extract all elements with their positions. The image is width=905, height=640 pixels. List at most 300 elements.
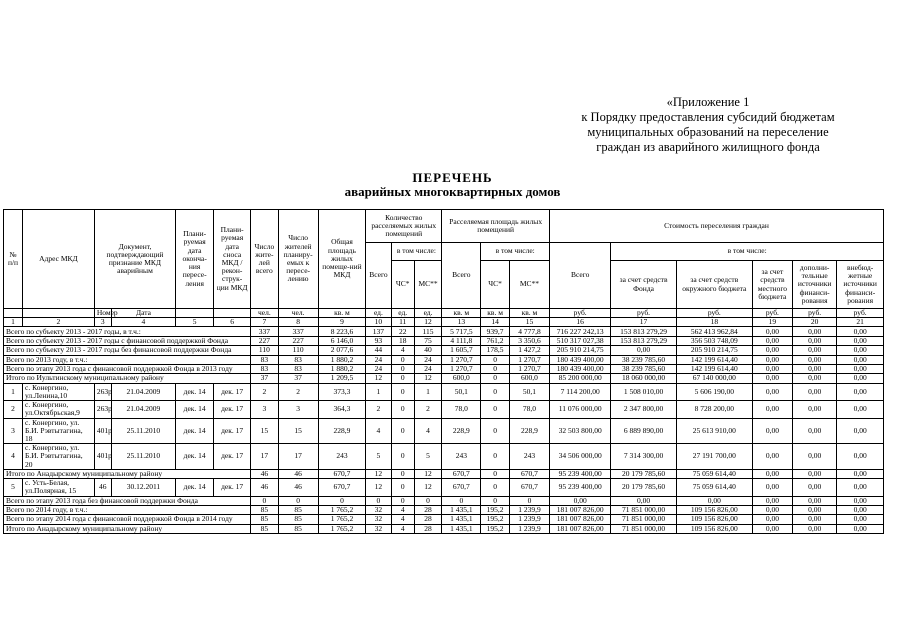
value-cell: 0,00 (752, 469, 792, 478)
value-cell: 227 (278, 336, 318, 345)
document-number: 263р (94, 401, 111, 418)
document-subtitle: аварийных многоквартирных домов (344, 184, 561, 199)
value-cell: 0 (391, 383, 414, 400)
value-cell: 75 059 614,40 (676, 469, 752, 478)
column-number: 2 (23, 318, 95, 327)
header-cost-extrabudget: внебюд-жетные источники финанси-рования (837, 261, 884, 309)
value-cell: 1 (414, 383, 441, 400)
value-cell: 46 (278, 479, 318, 496)
summary-label: Всего по этапу 2013 года без финансовой поддержки Фонда (4, 496, 251, 505)
header-area-private: ЧС* (481, 261, 510, 309)
value-cell: 44 (366, 346, 391, 355)
houses-table (3, 209, 884, 534)
column-number: 8 (278, 318, 318, 327)
value-cell: 0,00 (752, 327, 792, 336)
value-cell: 17 (278, 444, 318, 470)
value-cell: 670,7 (442, 479, 481, 496)
summary-label: Итого по Иультинскому муниципальному району (4, 374, 251, 383)
value-cell: 373,3 (318, 383, 366, 400)
summary-row (4, 355, 884, 364)
value-cell: 2 077,6 (318, 346, 366, 355)
document-number: 401р (94, 444, 111, 470)
column-number: 19 (752, 318, 792, 327)
document-number: 46 (94, 479, 111, 496)
value-cell: 0,00 (837, 505, 884, 514)
value-cell: 0 (481, 496, 510, 505)
value-cell: 0 (509, 496, 549, 505)
value-cell: 142 199 614,40 (676, 355, 752, 364)
value-cell: 181 007 826,00 (550, 524, 611, 533)
summary-row (4, 469, 884, 478)
value-cell: 0,00 (676, 496, 752, 505)
value-cell: 5 (414, 444, 441, 470)
value-cell: 1 765,2 (318, 524, 366, 533)
house-address: с. Усть-Белая, ул.Полярная, 15 (23, 479, 95, 496)
unit-cell: кв. м (509, 309, 549, 318)
value-cell: 205 910 214,75 (676, 346, 752, 355)
column-number: 5 (176, 318, 214, 327)
value-cell: 510 317 027,38 (550, 336, 611, 345)
value-cell: 24 (414, 355, 441, 364)
value-cell: 228,9 (318, 418, 366, 444)
unit-cell: кв. м (442, 309, 481, 318)
value-cell: 0,00 (752, 444, 792, 470)
summary-row (4, 524, 884, 533)
column-number: 16 (550, 318, 611, 327)
value-cell: 17 (251, 444, 278, 470)
summary-row (4, 496, 884, 505)
value-cell: 11 076 000,00 (550, 401, 611, 418)
summary-label: Всего по этапу 2013 года с финансовой поддержкой Фонда в 2013 году (4, 364, 251, 373)
value-cell: 0 (481, 418, 510, 444)
value-cell: 8 223,6 (318, 327, 366, 336)
value-cell: 0 (391, 444, 414, 470)
document-title: ПЕРЕЧЕНЬ (412, 170, 493, 185)
document-date: 25.11.2010 (111, 444, 175, 470)
value-cell: 85 (251, 524, 278, 533)
value-cell: 37 (251, 374, 278, 383)
value-cell: 0,00 (837, 479, 884, 496)
value-cell: 85 (278, 524, 318, 533)
value-cell: 4 111,8 (442, 336, 481, 345)
summary-row (4, 364, 884, 373)
value-cell: 1 270,7 (442, 355, 481, 364)
value-cell: 46 (278, 469, 318, 478)
value-cell: 4 (391, 524, 414, 533)
row-number: 3 (4, 418, 23, 444)
column-number: 11 (391, 318, 414, 327)
planned-end-date: дек. 14 (176, 383, 214, 400)
value-cell: 1 239,9 (509, 505, 549, 514)
value-cell: 0 (414, 496, 441, 505)
planned-end-date: дек. 14 (176, 401, 214, 418)
value-cell: 12 (366, 374, 391, 383)
unit-cell: чел. (251, 309, 278, 318)
value-cell: 83 (278, 364, 318, 373)
summary-row (4, 346, 884, 355)
house-row (4, 383, 884, 400)
column-number: 7 (251, 318, 278, 327)
value-cell: 83 (251, 364, 278, 373)
header-premises: Количество расселяемых жилых помещений (366, 210, 442, 243)
value-cell: 3 (278, 401, 318, 418)
value-cell: 0,00 (792, 505, 836, 514)
value-cell: 1 765,2 (318, 505, 366, 514)
value-cell: 28 (414, 505, 441, 514)
value-cell: 364,3 (318, 401, 366, 418)
value-cell: 93 (366, 336, 391, 345)
value-cell: 38 239 785,60 (611, 355, 676, 364)
value-cell: 4 (391, 515, 414, 524)
summary-label: Всего по субъекту 2013 - 2017 годы без финансовой поддержки Фонда (4, 346, 251, 355)
summary-label: Итого по Анадырскому муниципальному району (4, 469, 251, 478)
value-cell: 1 239,9 (509, 515, 549, 524)
house-address: с. Конергино, ул. Б.И. Рэвтытагина, 20 (23, 444, 95, 470)
value-cell: 0 (481, 364, 510, 373)
house-row (4, 418, 884, 444)
value-cell: 3 (251, 401, 278, 418)
value-cell: 24 (366, 364, 391, 373)
value-cell: 0 (481, 355, 510, 364)
value-cell: 12 (414, 469, 441, 478)
value-cell: 0 (251, 496, 278, 505)
unit-cell: кв. м (481, 309, 510, 318)
value-cell: 0,00 (837, 327, 884, 336)
value-cell: 180 439 400,00 (550, 355, 611, 364)
header-address: Адрес МКД (23, 210, 95, 309)
value-cell: 0,00 (837, 401, 884, 418)
value-cell: 24 (414, 364, 441, 373)
summary-label: Всего по субъекту 2013 - 2017 годы, в т.ч.: (4, 327, 251, 336)
header-residents-total: Число жите-лей всего (251, 210, 278, 309)
column-number: 18 (676, 318, 752, 327)
value-cell: 0,00 (752, 496, 792, 505)
value-cell: 716 227 242,13 (550, 327, 611, 336)
value-cell: 1 765,2 (318, 515, 366, 524)
value-cell: 1 435,1 (442, 505, 481, 514)
unit-cell: руб. (792, 309, 836, 318)
value-cell: 1 239,9 (509, 524, 549, 533)
value-cell: 0,00 (752, 364, 792, 373)
value-cell: 0,00 (792, 479, 836, 496)
units-row (4, 309, 884, 318)
summary-row (4, 505, 884, 514)
value-cell: 0 (481, 444, 510, 470)
value-cell: 5 717,5 (442, 327, 481, 336)
column-number: 21 (837, 318, 884, 327)
value-cell: 2 (366, 401, 391, 418)
value-cell: 1 270,7 (509, 355, 549, 364)
value-cell: 18 060 000,00 (611, 374, 676, 383)
value-cell: 2 347 800,00 (611, 401, 676, 418)
value-cell: 7 314 300,00 (611, 444, 676, 470)
value-cell: 12 (414, 374, 441, 383)
value-cell: 0,00 (792, 444, 836, 470)
value-cell: 0,00 (837, 336, 884, 345)
value-cell: 2 (414, 401, 441, 418)
value-cell: 670,7 (442, 469, 481, 478)
document-number: 263р (94, 383, 111, 400)
value-cell: 71 851 000,00 (611, 505, 676, 514)
header-cost-total: Всего (550, 243, 611, 309)
value-cell: 6 146,0 (318, 336, 366, 345)
planned-demolition-date: дек. 17 (214, 383, 251, 400)
value-cell: 71 851 000,00 (611, 524, 676, 533)
value-cell: 95 239 400,00 (550, 469, 611, 478)
value-cell: 12 (366, 479, 391, 496)
value-cell: 34 506 000,00 (550, 444, 611, 470)
unit-cell: ед. (414, 309, 441, 318)
value-cell: 0,00 (550, 496, 611, 505)
value-cell: 40 (414, 346, 441, 355)
planned-end-date: дек. 14 (176, 418, 214, 444)
value-cell: 32 (366, 515, 391, 524)
value-cell: 1 270,7 (509, 364, 549, 373)
value-cell: 1 427,2 (509, 346, 549, 355)
value-cell: 0,00 (792, 524, 836, 533)
doc-number-header: Номер (94, 309, 111, 318)
value-cell: 0 (391, 364, 414, 373)
value-cell: 205 910 214,75 (550, 346, 611, 355)
value-cell: 85 (251, 505, 278, 514)
value-cell: 6 889 890,00 (611, 418, 676, 444)
value-cell: 32 (366, 524, 391, 533)
value-cell: 1 435,1 (442, 524, 481, 533)
header-premises-municipal: МС** (414, 261, 441, 309)
value-cell: 0,00 (792, 346, 836, 355)
value-cell: 1 270,7 (442, 364, 481, 373)
value-cell: 15 (251, 418, 278, 444)
value-cell: 228,9 (442, 418, 481, 444)
column-number: 9 (318, 318, 366, 327)
value-cell: 670,7 (509, 469, 549, 478)
value-cell: 356 503 748,09 (676, 336, 752, 345)
value-cell: 46 (251, 469, 278, 478)
value-cell: 195,2 (481, 505, 510, 514)
value-cell: 0,00 (792, 383, 836, 400)
value-cell: 38 239 785,60 (611, 364, 676, 373)
value-cell: 0,00 (837, 515, 884, 524)
unit-cell: чел. (278, 309, 318, 318)
value-cell: 0,00 (752, 505, 792, 514)
value-cell: 562 413 962,84 (676, 327, 752, 336)
value-cell: 1 435,1 (442, 515, 481, 524)
summary-label: Всего по 2014 году, в т.ч.: (4, 505, 251, 514)
header-premises-private: ЧС* (391, 261, 414, 309)
value-cell: 0,00 (752, 346, 792, 355)
summary-label: Итого по Анадырскому муниципальному району (4, 524, 251, 533)
value-cell: 0 (391, 496, 414, 505)
column-number: 15 (509, 318, 549, 327)
value-cell: 28 (414, 515, 441, 524)
value-cell: 95 239 400,00 (550, 479, 611, 496)
value-cell: 1 209,5 (318, 374, 366, 383)
value-cell: 243 (442, 444, 481, 470)
value-cell: 37 (278, 374, 318, 383)
value-cell: 670,7 (318, 469, 366, 478)
column-number: 13 (442, 318, 481, 327)
column-number: 3 (94, 318, 111, 327)
value-cell: 22 (391, 327, 414, 336)
value-cell: 0,00 (837, 524, 884, 533)
summary-label: Всего по 2013 году, в т.ч.: (4, 355, 251, 364)
value-cell: 0,00 (792, 469, 836, 478)
house-address: с. Конергино, ул. Б.И. Рэвтытагина, 18 (23, 418, 95, 444)
value-cell: 85 (278, 505, 318, 514)
header-cost-local: за счет средств местного бюджета (752, 261, 792, 309)
value-cell: 0,00 (792, 374, 836, 383)
value-cell: 24 (366, 355, 391, 364)
value-cell: 0,00 (792, 364, 836, 373)
value-cell: 0,00 (837, 364, 884, 373)
document-date: 25.11.2010 (111, 418, 175, 444)
value-cell: 50,1 (509, 383, 549, 400)
header-area: Расселяемая площадь жилых помещений (442, 210, 550, 243)
value-cell: 83 (251, 355, 278, 364)
value-cell: 27 191 700,00 (676, 444, 752, 470)
planned-demolition-date: дек. 17 (214, 401, 251, 418)
header-total-area: Общая площадь жилых помеще-ний МКД (318, 210, 366, 309)
header-premises-of-which: в том числе: (391, 243, 442, 261)
row-number: 5 (4, 479, 23, 496)
value-cell: 600,0 (509, 374, 549, 383)
value-cell: 5 (366, 444, 391, 470)
row-number: 2 (4, 401, 23, 418)
value-cell: 4 777,8 (509, 327, 549, 336)
header-number: № п/п (4, 210, 23, 309)
header-cost-of-which: в том числе: (611, 243, 884, 261)
value-cell: 110 (251, 346, 278, 355)
value-cell: 1 880,2 (318, 364, 366, 373)
value-cell: 32 503 800,00 (550, 418, 611, 444)
value-cell: 0 (391, 469, 414, 478)
value-cell: 20 179 785,60 (611, 479, 676, 496)
value-cell: 137 (366, 327, 391, 336)
value-cell: 110 (278, 346, 318, 355)
value-cell: 67 140 000,00 (676, 374, 752, 383)
appendix-line-3: муниципальных образований на переселение (587, 125, 829, 139)
value-cell: 18 (391, 336, 414, 345)
value-cell: 8 728 200,00 (676, 401, 752, 418)
house-row (4, 401, 884, 418)
header-cost-district: за счет средств окружного бюджета (676, 261, 752, 309)
value-cell: 75 (414, 336, 441, 345)
value-cell: 0 (391, 374, 414, 383)
row-number: 1 (4, 383, 23, 400)
value-cell: 195,2 (481, 524, 510, 533)
header-area-total: Всего (442, 243, 481, 309)
column-number: 14 (481, 318, 510, 327)
planned-demolition-date: дек. 17 (214, 444, 251, 470)
value-cell: 46 (251, 479, 278, 496)
value-cell: 670,7 (509, 479, 549, 496)
header-cost-extra: дополни-тельные источники финанси-рования (792, 261, 836, 309)
column-numbers-row (4, 318, 884, 327)
summary-label: Всего по этапу 2014 года с финансовой поддержкой Фонда в 2014 году (4, 515, 251, 524)
unit-cell: руб. (550, 309, 611, 318)
house-row (4, 444, 884, 470)
appendix-line-1: «Приложение 1 (666, 95, 750, 109)
value-cell: 0,00 (792, 355, 836, 364)
value-cell: 0,00 (837, 383, 884, 400)
unit-cell: ед. (366, 309, 391, 318)
value-cell: 15 (278, 418, 318, 444)
column-number: 10 (366, 318, 391, 327)
value-cell: 0 (391, 418, 414, 444)
unit-cell: ед. (391, 309, 414, 318)
appendix-block (558, 95, 858, 155)
value-cell: 0,00 (837, 496, 884, 505)
value-cell: 0,00 (792, 496, 836, 505)
value-cell: 109 156 826,00 (676, 524, 752, 533)
header-premises-total: Всего (366, 243, 391, 309)
value-cell: 0 (481, 383, 510, 400)
value-cell: 670,7 (318, 479, 366, 496)
planned-end-date: дек. 14 (176, 479, 214, 496)
value-cell: 71 851 000,00 (611, 515, 676, 524)
value-cell: 243 (509, 444, 549, 470)
value-cell: 115 (414, 327, 441, 336)
value-cell: 153 813 279,29 (611, 336, 676, 345)
value-cell: 0,00 (752, 374, 792, 383)
value-cell: 2 (251, 383, 278, 400)
header-planned-demolition: Плани-руемая дата сноса МКД / рекон-струк-ции МКД (214, 210, 251, 309)
house-row (4, 479, 884, 496)
header-planned-end: Плани-руемая дата оконча-ния пересе-ления (176, 210, 214, 309)
value-cell: 181 007 826,00 (550, 505, 611, 514)
value-cell: 12 (414, 479, 441, 496)
column-number: 1 (4, 318, 23, 327)
value-cell: 0,00 (837, 418, 884, 444)
value-cell: 0,00 (837, 374, 884, 383)
planned-end-date: дек. 14 (176, 444, 214, 470)
value-cell: 4 (391, 346, 414, 355)
header-planned-residents: Число жителей планиру-емых к пересе-лению (278, 210, 318, 309)
appendix-line-4: граждан из аварийного жилищного фонда (596, 140, 820, 154)
value-cell: 0,00 (837, 355, 884, 364)
unit-cell: руб. (837, 309, 884, 318)
value-cell: 0 (481, 401, 510, 418)
value-cell: 7 114 200,00 (550, 383, 611, 400)
value-cell: 0,00 (611, 346, 676, 355)
value-cell: 337 (251, 327, 278, 336)
document-date: 21.04.2009 (111, 401, 175, 418)
value-cell: 83 (278, 355, 318, 364)
value-cell: 0,00 (792, 327, 836, 336)
house-address: с. Конергино, ул.Ленина,10 (23, 383, 95, 400)
value-cell: 0 (442, 496, 481, 505)
value-cell: 5 606 190,00 (676, 383, 752, 400)
value-cell: 28 (414, 524, 441, 533)
value-cell: 0,00 (792, 515, 836, 524)
value-cell: 180 439 400,00 (550, 364, 611, 373)
value-cell: 1 880,2 (318, 355, 366, 364)
unit-cell: руб. (611, 309, 676, 318)
value-cell: 78,0 (442, 401, 481, 418)
value-cell: 939,7 (481, 327, 510, 336)
value-cell: 0,00 (837, 469, 884, 478)
value-cell: 0,00 (752, 336, 792, 345)
value-cell: 0,00 (837, 444, 884, 470)
value-cell: 243 (318, 444, 366, 470)
value-cell: 0 (481, 469, 510, 478)
document-date: 21.04.2009 (111, 383, 175, 400)
value-cell: 20 179 785,60 (611, 469, 676, 478)
value-cell: 337 (278, 327, 318, 336)
value-cell: 0,00 (752, 383, 792, 400)
value-cell: 25 613 910,00 (676, 418, 752, 444)
value-cell: 12 (366, 469, 391, 478)
